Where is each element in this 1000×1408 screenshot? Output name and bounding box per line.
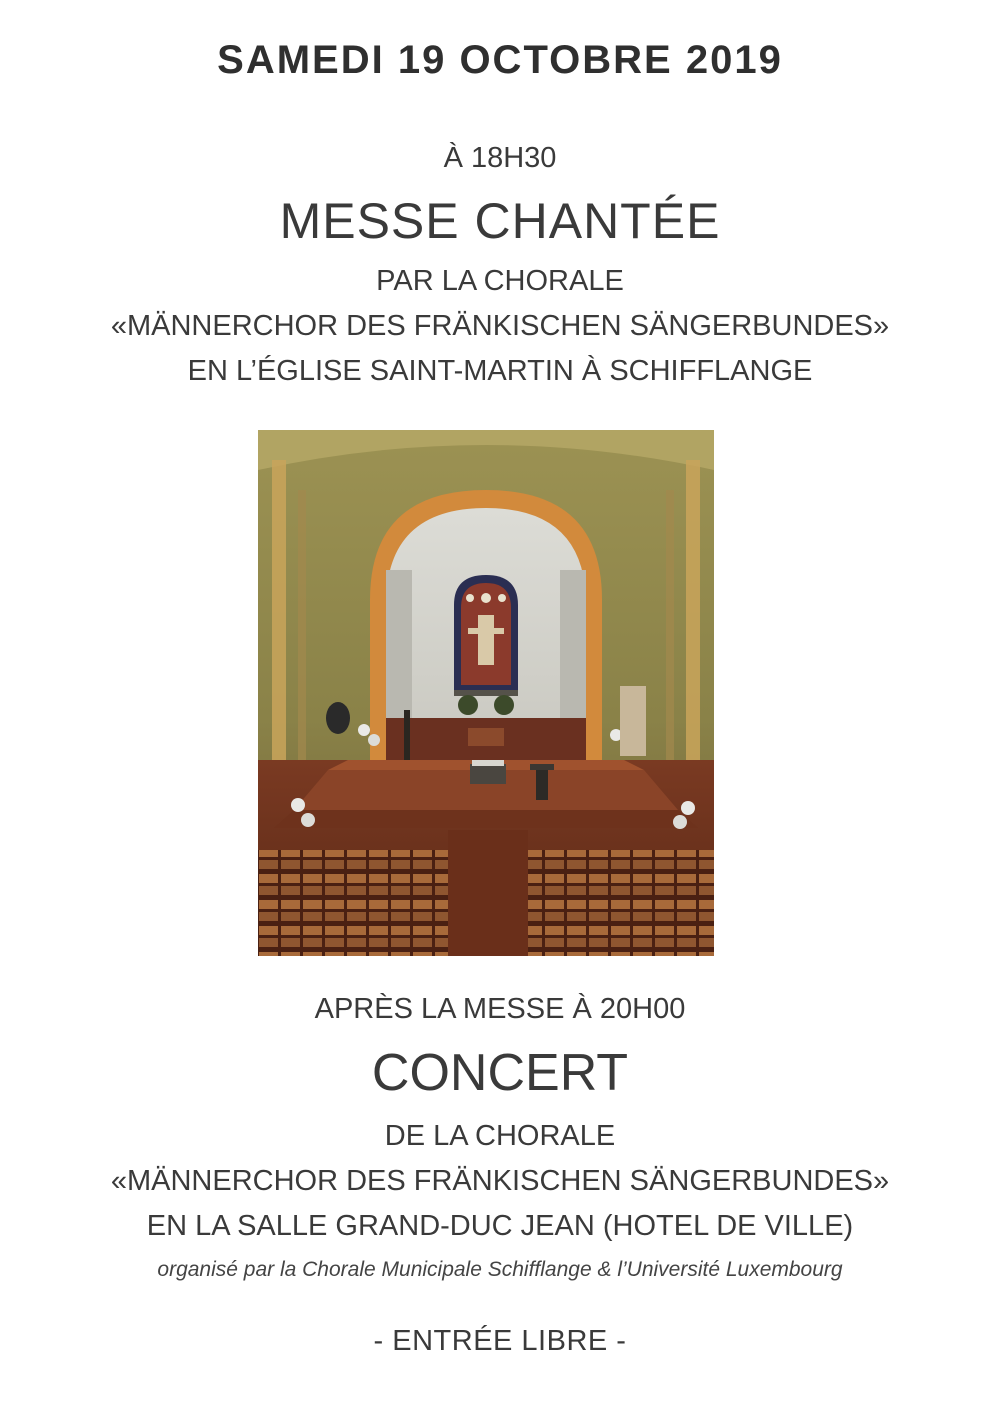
concert-time: APRÈS LA MESSE À 20H00 (314, 993, 686, 1025)
mass-title: MESSE CHANTÉE (279, 193, 721, 249)
mass-choir-name: «MÄNNERCHOR DES FRÄNKISCHEN SÄNGERBUNDES» (110, 310, 890, 342)
church-interior-photo (258, 430, 714, 956)
concert-by: DE LA CHORALE (384, 1120, 616, 1152)
event-date: SAMEDI 19 OCTOBRE 2019 (217, 38, 783, 82)
concert-venue: EN LA SALLE GRAND-DUC JEAN (HOTEL DE VILLE) (146, 1210, 854, 1242)
organizers-note: organisé par la Chorale Municipale Schifflange & l’Université Luxembourg (157, 1258, 843, 1281)
mass-venue: EN L’ÉGLISE SAINT-MARTIN À SCHIFFLANGE (187, 355, 813, 387)
free-entry: - ENTRÉE LIBRE - (373, 1325, 627, 1357)
mass-time: À 18H30 (443, 142, 557, 174)
concert-choir-name: «MÄNNERCHOR DES FRÄNKISCHEN SÄNGERBUNDES» (110, 1165, 890, 1197)
mass-by: PAR LA CHORALE (376, 265, 624, 297)
concert-title: CONCERT (371, 1044, 629, 1102)
